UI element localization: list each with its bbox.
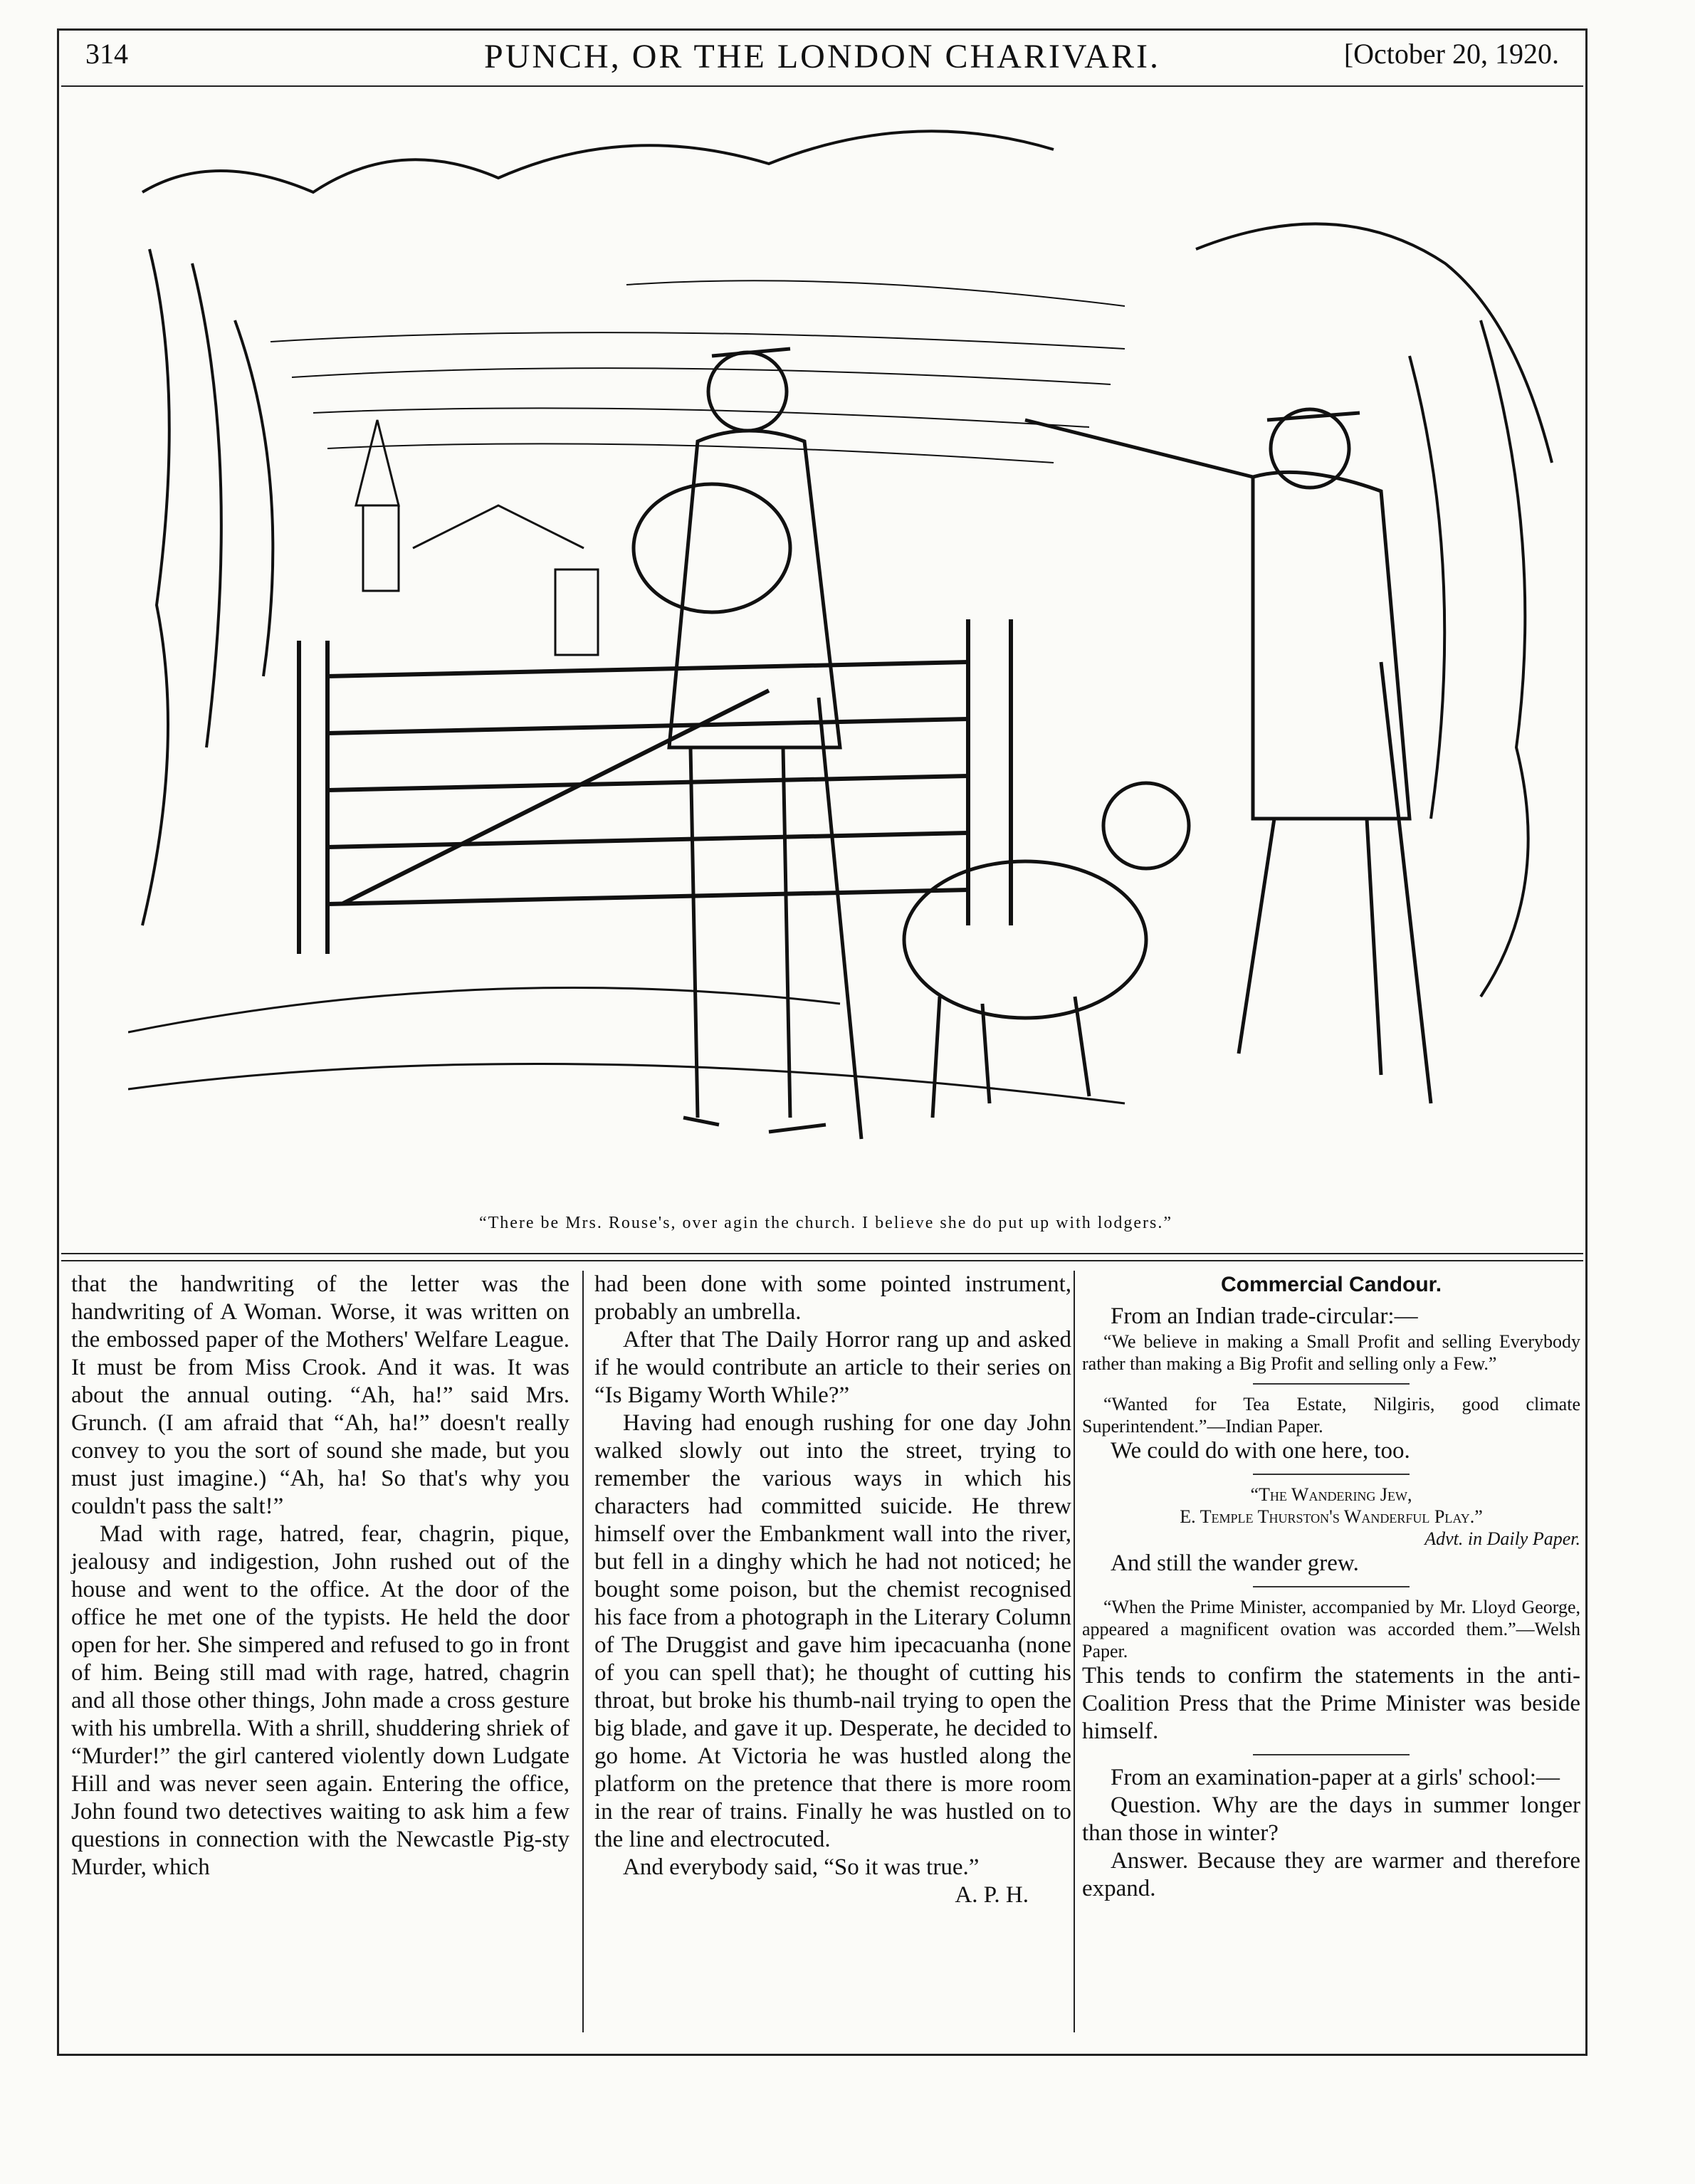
villager-figure [1025, 409, 1431, 1103]
caption-rule-upper [61, 1253, 1583, 1254]
paragraph: that the handwriting of the letter was the handwriting of A Woman. Worse, it was written on the embossed paper of the Mothers' Welfare League. It must be from Miss Crook. And it was. It was about the annual outing. “Ah, ha!” said Mrs. Grunch. (I am afraid that “Ah, ha!” doesn't really convey to you the sort of sound she made, but you must just imagine.) “Ah, ha! So that's why you couldn't pass the salt!” [71, 1271, 570, 1519]
exam-answer: Answer. Because they are warmer and therefore expand. [1082, 1848, 1580, 1901]
paragraph: Mad with rage, hatred, fear, chagrin, pique, jealousy and indigestion, John rushed out of the house and went to the office. At the door of the office he met one of the typists. He held the door open for her. She simpered and refused to go in front of him. Being still mad with rage, hatred, chagrin and all those other things, John made a cross gesture with his umbrella. With a shrill, shuddering shriek of “Murder!” the girl cantered violently down Ludgate Hill and was never seen again. Entering the office, John found two detectives waiting to ask him a few questions in connection with the Newcastle Pig-sty Murder, which [71, 1521, 570, 1880]
item-divider [1253, 1754, 1410, 1755]
quoted-extract: “We believe in making a Small Profit and selling Everybody rather than making a Big Profit and selling only a Few.” [1082, 1331, 1580, 1374]
tree-foliage-left [142, 131, 1054, 925]
masthead: PUNCH, OR THE LONDON CHARIVARI. [484, 38, 1160, 75]
issue-date: [October 20, 1920. [1343, 38, 1559, 70]
quoted-extract: “The Wandering Jew, [1250, 1484, 1412, 1505]
section-title: Commercial Candour. [1220, 1273, 1442, 1296]
page-header [57, 37, 1588, 80]
quoted-extract: “Wanted for Tea Estate, Nilgiris, good climate Superintendent.”—Indian Paper. [1082, 1394, 1580, 1437]
header-rule [61, 85, 1583, 87]
caption-rule-lower [61, 1260, 1583, 1261]
sky-hatching [271, 280, 1125, 463]
paragraph: After that The Daily Horror rang up and asked if he would contribute an article to their series on “Is Bigamy Worth While?” [594, 1327, 1071, 1408]
item-divider [1253, 1474, 1410, 1475]
extract-source: Advt. in Daily Paper. [1424, 1528, 1580, 1549]
paragraph: Having had enough rushing for one day John walked slowly out into the street, trying to remember the various ways in which his characters had committed suicide. He threw himself over the Embankment wall into the river, but fell in a dinghy which he had not noticed; he bought some poison, but the chemist recognised his face from a photograph in the Literary Column of The Druggist and gave him ipecacuanha (none of you can spell that); he thought of cutting his throat, but broke his thumb-nail trying to open the big blade, and gave it up. Desperate, he decided to go home. At Victoria he was hustled along the platform on the pretence that there is more room in the rear of trains. Finally he was hustled on to the line and electrocuted. [594, 1410, 1071, 1852]
column-divider [582, 1271, 584, 2032]
road [128, 988, 1125, 1104]
illustration-caption: “There be Mrs. Rouse's, over agin the church. I believe she do put up with lodgers.” [478, 1214, 1173, 1232]
quoted-extract: E. Temple Thurston's Wanderful Play.” [1180, 1506, 1483, 1527]
quoted-extract: “When the Prime Minister, accompanied by Mr. Lloyd George, appeared a magnificent ovation was accorded them.”—Welsh Paper. [1082, 1597, 1580, 1661]
tree-foliage-right [1196, 224, 1552, 997]
intro-line: From an Indian trade-circular:— [1111, 1303, 1418, 1329]
comment: And still the wander grew. [1111, 1550, 1359, 1576]
text-column-3 [1082, 1271, 1580, 1903]
text-column-1 [71, 1271, 570, 1881]
intro-line: From an examination-paper at a girls' school:— [1111, 1765, 1560, 1790]
author-signature: A. P. H. [955, 1882, 1029, 1908]
page-number: 314 [85, 38, 128, 70]
paragraph: And everybody said, “So it was true.” [623, 1854, 980, 1880]
item-divider [1253, 1383, 1410, 1385]
village-church [356, 420, 598, 655]
paragraph: had been done with some pointed instrument, probably an umbrella. [594, 1271, 1071, 1325]
item-divider [1253, 1586, 1410, 1587]
text-column-2 [594, 1271, 1071, 1909]
column-divider [1074, 1271, 1075, 2032]
traveller-figure [634, 349, 861, 1139]
cartoon-illustration [128, 107, 1595, 1196]
comment: This tends to confirm the statements in the anti-Coalition Press that the Prime Minister was beside himself. [1082, 1663, 1580, 1744]
field-gate [299, 619, 1011, 954]
comment: We could do with one here, too. [1111, 1438, 1410, 1464]
exam-question: Question. Why are the days in summer longer than those in winter? [1082, 1792, 1580, 1846]
